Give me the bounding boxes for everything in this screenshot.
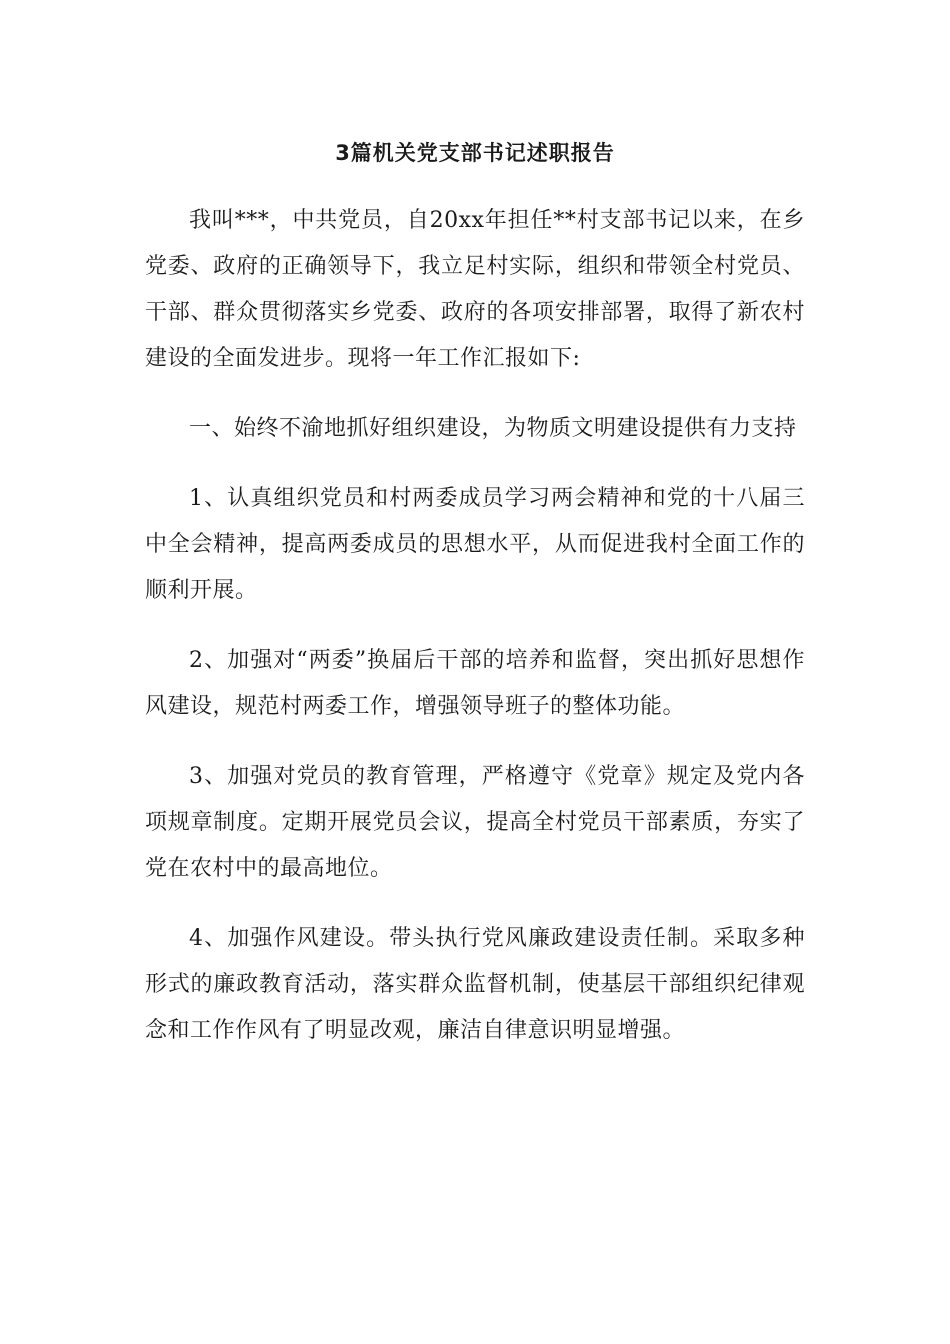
paragraph-item-4: 4、加强作风建设。带头执行党风廉政建设责任制。采取多种形式的廉政教育活动，落实群众监督机制，使基层干部组织纪律观念和工作作风有了明显改观，廉洁自律意识明显增强。 [145,926,805,1043]
document-title: 3篇机关党支部书记述职报告 [335,141,615,165]
paragraph-item-1: 1、认真组织党员和村两委成员学习两会精神和党的十八届三中全会精神，提高两委成员的思想水平，从而促进我村全面工作的顺利开展。 [145,486,805,603]
document-body [145,138,805,1078]
paragraph-item-3: 3、加强对党员的教育管理，严格遵守《党章》规定及党内各项规章制度。定期开展党员会议，提高全村党员干部素质，夯实了党在农村中的最高地位。 [145,764,805,881]
paragraph-intro: 我叫***，中共党员，自20xx年担任**村支部书记以来，在乡党委、政府的正确领导下，我立足村实际，组织和带领全村党员、干部、群众贯彻落实乡党委、政府的各项安排部署，取得了新农村建设的全面发进步。现将一年工作汇报如下: [145,208,805,371]
paragraph-item-2: 2、加强对“两委”换届后干部的培养和监督，突出抓好思想作风建设，规范村两委工作，增强领导班子的整体功能。 [145,648,805,719]
section-heading-1: 一、始终不渝地抓好组织建设，为物质文明建设提供有力支持 [189,416,797,441]
